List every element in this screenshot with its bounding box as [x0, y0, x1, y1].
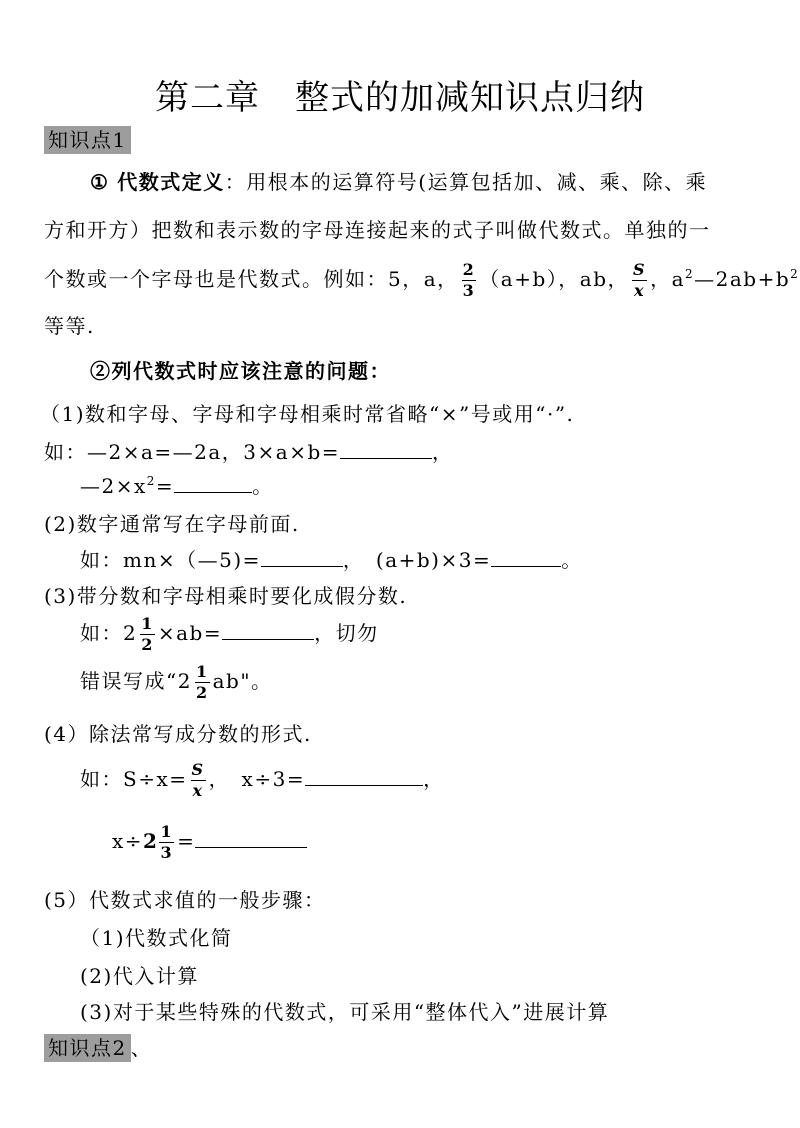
section-2-heading: ②列代数式时应该注意的问题： [90, 359, 391, 383]
example-text: ab"。 [212, 669, 273, 693]
definition-line-2: 方和开方）把数和表示数的字母连接起来的式子叫做代数式。单独的一 [44, 218, 711, 242]
example-text: ×ab= [157, 621, 223, 645]
fraction-numerator: S [191, 760, 205, 779]
fraction-one-half [140, 616, 155, 653]
fraction-two-thirds [462, 262, 477, 299]
fraction-denominator: 3 [160, 843, 174, 862]
rule-1-example-2: $—2\times x^2=$ 。 [80, 474, 274, 498]
superscript: 2 [790, 267, 800, 281]
example-text: 如：mn×（—5)= [80, 548, 261, 572]
example-text: 如：2 [80, 621, 138, 645]
punctuation: 、 [130, 1036, 153, 1060]
kp-number: 1 [112, 128, 127, 152]
example-text: 如：S÷x= [80, 767, 188, 791]
punctuation: ， [432, 440, 454, 464]
rule-4-example [80, 762, 445, 799]
example-text: —2×x [80, 474, 147, 498]
definition-text: ，a [650, 267, 686, 291]
answer-blank[interactable] [261, 546, 343, 567]
knowledge-point-2-heading [44, 1032, 152, 1061]
superscript: 2 [685, 267, 695, 281]
answer-blank[interactable] [491, 546, 561, 567]
rule-3: (3)带分数和字母相乘时要化成假分数. [44, 584, 408, 608]
example-text: = [177, 829, 196, 853]
fraction-one-third [159, 824, 174, 861]
example-text: x÷ [112, 829, 144, 853]
knowledge-point-1-heading [44, 124, 131, 153]
definition-text: ：用根本的运算符号(运算包括加、减、乘、除、乘 [224, 170, 708, 194]
rule-4-example-2 [112, 824, 307, 861]
rule-5-step-1: （1)代数式化简 [80, 926, 233, 950]
punctuation: 。 [252, 474, 274, 498]
rule-4: (4）除法常写成分数的形式. [44, 722, 312, 746]
example-text: ， (a+b)×3= [342, 548, 492, 572]
fraction-denominator: 2 [195, 683, 209, 702]
definition-text: （a+b），ab， [479, 267, 630, 291]
fraction-numerator: S [633, 260, 647, 279]
answer-blank[interactable] [305, 765, 423, 786]
rule-3-example-2 [80, 664, 273, 701]
fraction-s-over-x [632, 262, 647, 299]
punctuation: ， [423, 767, 445, 791]
rule-5: (5）代数式求值的一般步骤： [44, 888, 326, 912]
rule-2: (2)数字通常写在字母前面. [44, 512, 300, 536]
fraction-s-over-x [191, 762, 206, 799]
answer-blank[interactable] [195, 827, 307, 848]
example-text: ， x÷3= [208, 767, 306, 791]
fraction-denominator: 2 [141, 635, 154, 654]
example-text: ，切勿 [314, 621, 379, 645]
fraction-numerator: 1 [141, 614, 154, 633]
definition-text: 个数或一个字母也是代数式。例如：5，a， [44, 267, 459, 291]
rule-1: （1)数和字母、字母和字母相乘时常省略“×”号或用“·”. [40, 402, 575, 426]
fraction-numerator: 2 [462, 260, 476, 279]
kp-number: 2 [112, 1036, 127, 1060]
definition-line-3 [44, 262, 799, 299]
example-text: 错误写成“2 [80, 669, 192, 693]
kp-label [44, 1034, 131, 1062]
rule-2-example [80, 544, 583, 573]
definition-text: —2ab+b [694, 267, 791, 291]
circle-number: ① [90, 170, 110, 194]
answer-blank[interactable] [340, 438, 432, 459]
example-text: 如：—2×a=—2a，3×a×b= [44, 440, 341, 464]
mixed-number-whole: 2 [143, 829, 159, 853]
definition-line-1 [90, 166, 707, 195]
kp-text: 知识点 [48, 128, 113, 152]
kp-label [44, 126, 131, 154]
fraction-denominator: x [192, 781, 204, 800]
definition-line-4: 等等. [44, 314, 95, 338]
rule-3-example [80, 616, 379, 653]
answer-blank[interactable] [174, 472, 252, 493]
kp-text: 知识点 [48, 1036, 113, 1060]
fraction-numerator: 1 [160, 822, 174, 841]
rule-5-step-2: (2)代入计算 [80, 964, 199, 988]
answer-blank[interactable] [222, 619, 314, 640]
fraction-numerator: 1 [195, 662, 209, 681]
rule-5-step-3: (3)对于某些特殊的代数式，可采用“整体代入”进展计算 [80, 1000, 610, 1024]
fraction-denominator: x [634, 281, 646, 300]
fraction-denominator: 3 [462, 281, 476, 300]
punctuation: 。 [561, 548, 583, 572]
page-title: 第二章 整式的加减知识点归纳 [155, 78, 645, 118]
definition-heading: 代数式定义 [117, 170, 225, 194]
superscript: 2 [146, 474, 156, 488]
rule-1-example [44, 436, 454, 465]
fraction-one-half [195, 664, 210, 701]
